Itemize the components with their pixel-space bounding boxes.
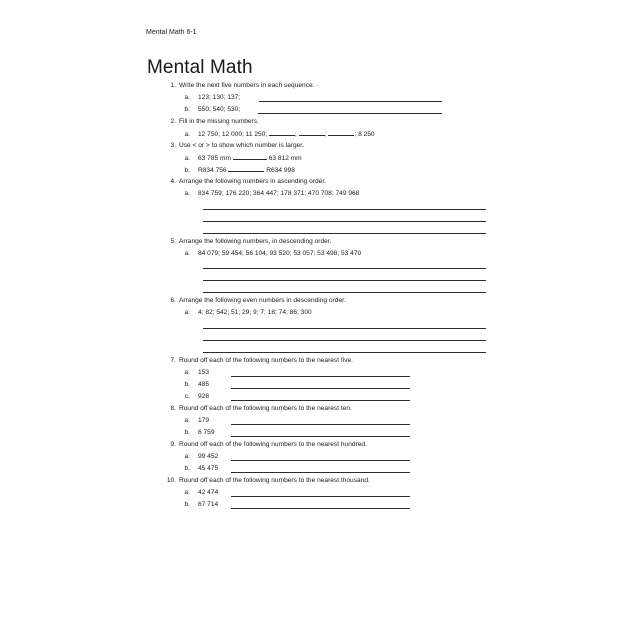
question-1 xyxy=(147,82,319,89)
question-3 xyxy=(147,142,304,149)
question-7 xyxy=(147,357,353,364)
question-number: 5. xyxy=(170,238,176,245)
answer-line[interactable] xyxy=(258,113,442,114)
blank-separator: ; xyxy=(324,131,327,138)
answer-line[interactable] xyxy=(203,328,486,329)
item-label: a. xyxy=(184,94,190,101)
question-text: Arrange the following numbers in ascending order. xyxy=(179,178,326,185)
question-text: Round off each of the following numbers to the nearest ten. xyxy=(179,405,352,412)
question-number: 7. xyxy=(170,357,176,364)
compare-left: 63 785 mm xyxy=(198,155,231,162)
question-9a xyxy=(176,453,218,460)
question-5 xyxy=(147,238,331,245)
answer-line[interactable] xyxy=(259,101,442,102)
answer-line[interactable] xyxy=(231,424,410,425)
answer-line[interactable] xyxy=(203,352,486,353)
question-text: Use < or > to show which number is larger. xyxy=(179,142,304,149)
question-text: Round off each of the following numbers to the nearest thousand. xyxy=(179,477,370,484)
answer-line[interactable] xyxy=(203,233,486,234)
question-10b xyxy=(176,501,218,508)
item-text: 99 452 xyxy=(198,453,219,460)
item-label: b. xyxy=(184,501,190,508)
item-text: 834 759; 176 220; 364 447; 178 371; 470 708; 749 968 xyxy=(198,190,360,197)
item-label: a. xyxy=(184,369,190,376)
item-label: a. xyxy=(184,131,190,138)
item-text: 928 xyxy=(198,393,210,400)
question-3a xyxy=(176,154,302,162)
item-label: c. xyxy=(184,393,190,400)
answer-line[interactable] xyxy=(203,340,486,341)
answer-line[interactable] xyxy=(231,376,410,377)
item-label: b. xyxy=(184,381,190,388)
missing-number-blank[interactable] xyxy=(269,130,295,136)
answer-line[interactable] xyxy=(231,472,410,473)
question-text: Write the next five numbers in each sequence. · xyxy=(179,82,319,89)
question-1b xyxy=(176,106,240,113)
compare-left: R834 756 xyxy=(198,167,227,174)
item-label: a. xyxy=(184,250,190,257)
question-5a xyxy=(176,250,361,257)
question-8b xyxy=(176,429,215,436)
question-1a xyxy=(176,94,240,101)
sequence-end: ; 8 250 xyxy=(354,131,375,138)
question-2a xyxy=(176,130,375,138)
question-number: 6. xyxy=(170,297,176,304)
answer-line[interactable] xyxy=(231,400,410,401)
answer-line[interactable] xyxy=(203,221,486,222)
item-text: 179 xyxy=(198,417,210,424)
question-number: 2. xyxy=(170,118,176,125)
question-6 xyxy=(147,297,346,304)
item-text: 153 xyxy=(198,369,210,376)
answer-line[interactable] xyxy=(203,209,486,210)
question-7c xyxy=(176,393,209,400)
answer-line[interactable] xyxy=(231,436,410,437)
question-text: Arrange the following even numbers in descending order. xyxy=(179,297,346,304)
answer-line[interactable] xyxy=(231,388,410,389)
answer-line[interactable] xyxy=(231,460,410,461)
question-text: Round off each of the following numbers to the nearest five. xyxy=(179,357,353,364)
question-number: 10. xyxy=(166,477,176,484)
item-label: b. xyxy=(184,429,190,436)
item-label: a. xyxy=(184,309,190,316)
question-text: Round off each of the following numbers to the nearest hundred. xyxy=(179,441,367,448)
item-text: 123; 130; 137; xyxy=(198,94,241,101)
item-label: b. xyxy=(184,106,190,113)
question-number: 1. xyxy=(170,82,176,89)
answer-line[interactable] xyxy=(203,292,486,293)
question-text: Arrange the following numbers, in descending order. xyxy=(179,238,332,245)
page-label: Mental Math 6-1 xyxy=(146,29,197,36)
blank-separator: ; xyxy=(295,131,297,138)
question-9b xyxy=(176,465,218,472)
item-text: 42 474 xyxy=(198,489,219,496)
question-2 xyxy=(147,118,259,125)
item-text: 485 xyxy=(198,381,210,388)
question-7a xyxy=(176,369,209,376)
question-4a xyxy=(176,190,359,197)
question-6a xyxy=(176,309,312,316)
question-8 xyxy=(147,405,352,412)
missing-number-blank[interactable] xyxy=(328,130,354,136)
question-number: 8. xyxy=(170,405,176,412)
item-text: 67 714 xyxy=(198,501,219,508)
item-label: a. xyxy=(184,155,190,162)
item-text: 12 750; 12 000; 11 250; xyxy=(198,131,268,138)
page-title: Mental Math xyxy=(147,57,253,78)
item-text: 4; 82; 542; 51; 29; 9; 7; 18; 74; 86; 300 xyxy=(198,309,312,316)
missing-number-blank[interactable] xyxy=(299,130,325,136)
question-10a xyxy=(176,489,218,496)
item-label: a. xyxy=(184,417,190,424)
answer-line[interactable] xyxy=(231,496,410,497)
question-number: 3. xyxy=(170,142,176,149)
question-4 xyxy=(147,178,326,185)
question-9 xyxy=(147,441,367,448)
item-text: 6 759 xyxy=(198,429,215,436)
question-number: 9. xyxy=(170,441,176,448)
comparison-blank[interactable] xyxy=(233,154,267,160)
question-10 xyxy=(147,477,370,484)
comparison-blank[interactable] xyxy=(228,166,264,172)
question-8a xyxy=(176,417,209,424)
item-label: a. xyxy=(184,489,190,496)
answer-line[interactable] xyxy=(203,268,486,269)
item-label: b. xyxy=(184,465,190,472)
question-3b xyxy=(176,166,295,174)
answer-line[interactable] xyxy=(203,280,486,281)
item-text: 550; 540; 530; xyxy=(198,106,241,113)
item-text: 45 475 xyxy=(198,465,219,472)
compare-right: R634 998 xyxy=(266,167,295,174)
item-text: 84 079; 59 454; 56 104; 93 520; 53 057; 53 498; 53 470 xyxy=(198,250,362,257)
question-text: Fill in the missing numbers. xyxy=(179,118,259,125)
item-label: a. xyxy=(184,190,190,197)
answer-line[interactable] xyxy=(231,508,410,509)
item-label: a. xyxy=(184,453,190,460)
question-7b xyxy=(176,381,209,388)
question-number: 4. xyxy=(170,178,176,185)
item-label: b. xyxy=(184,167,190,174)
compare-right: 63 812 mm xyxy=(268,155,302,162)
